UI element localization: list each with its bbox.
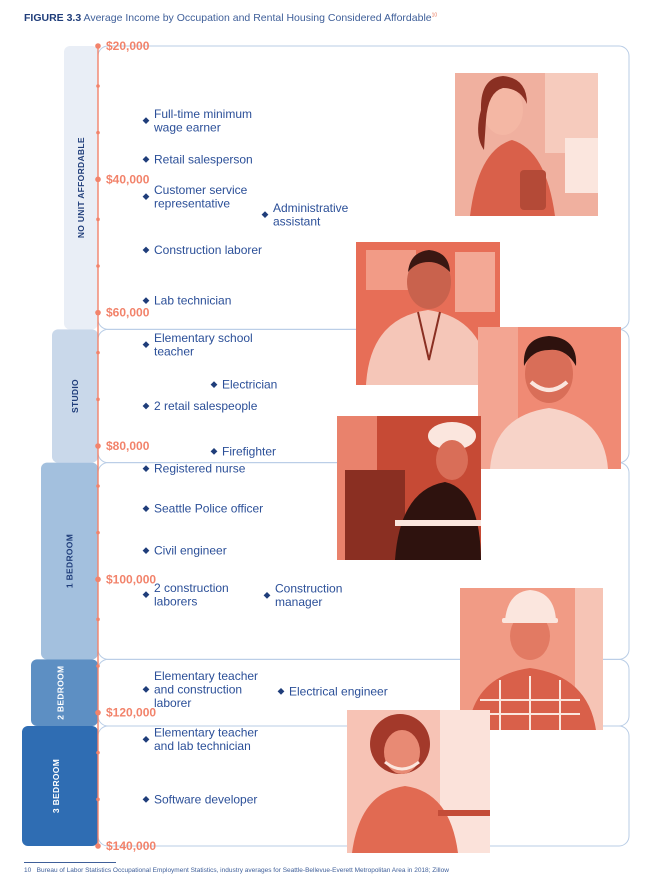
point-label-line: Seattle Police officer [154,501,264,516]
y-minor-tick-133000 [96,798,100,802]
point-label-administrative-assistant [273,201,349,229]
y-minor-tick-106000 [96,618,100,622]
y-tick-120000 [95,710,101,716]
footnote-rule [24,862,116,863]
y-minor-tick-33000 [96,131,100,135]
point-label-construction-laborer [154,243,262,257]
band-label-1-bedroom: 1 BEDROOM [64,533,75,589]
point-label-line: laborers [154,594,198,609]
band-label-no-unit-affordable: NO UNIT AFFORDABLE [76,137,86,239]
point-label-elementary-teacher-and-construction-laborer [154,669,258,710]
point-label-line: 2 construction [154,580,229,595]
point-electrical-engineer [278,688,285,695]
point-label-2-construction-laborers [154,581,229,609]
point-software-developer [143,796,150,803]
point-label-line: Registered nurse [154,461,246,476]
point-label-2-retail-salespeople [154,399,258,413]
point-label-line: Firefighter [222,444,277,459]
y-tick-label-120000: $120,000 [106,705,157,720]
point-label-seattle-police-officer [154,502,263,516]
point-full-time-minimum-wage-earner [143,117,150,124]
y-tick-label-100000: $100,000 [106,572,157,587]
y-tick-40000 [95,177,101,183]
point-label-electrician [222,378,277,392]
point-label-construction-manager [275,582,342,610]
point-label-line: Customer service [154,182,248,197]
y-minor-tick-113000 [96,664,100,668]
photo-construction-manager [460,588,603,730]
point-2-construction-laborers [143,591,150,598]
point-label-line: Civil engineer [154,543,227,558]
band-label-2-bedroom: 2 BEDROOM [55,665,66,720]
point-label-line: Administrative [273,200,349,215]
y-minor-tick-93000 [96,531,100,535]
point-customer-service-representative [143,193,150,200]
y-minor-tick-46000 [96,218,100,222]
point-label-firefighter [222,444,276,458]
point-label-customer-service-representative [154,183,248,211]
y-minor-tick-26000 [96,84,100,88]
point-retail-salesperson [143,156,150,163]
point-label-lab-technician [154,294,231,308]
point-label-line: Software developer [154,792,258,807]
point-electrician [211,381,218,388]
point-construction-laborer [143,247,150,254]
photo-firefighter [337,416,481,560]
photo-software-developer [347,710,490,853]
y-minor-tick-66000 [96,351,100,355]
y-tick-20000 [95,43,101,49]
point-label-line: wage earner [154,120,221,135]
point-label-line: Retail salesperson [154,152,253,167]
photo-barista [455,73,598,216]
figure-label: FIGURE 3.3 [24,12,82,24]
point-label-line: and lab technician [154,739,251,754]
footnote-text: Bureau of Labor Statistics Occupational Employment Statistics, industry averages for Seattle-Bellevue-Everett Metropolitan Area in 2018; Zillow [36,867,449,874]
point-label-elementary-teacher-and-lab-technician [154,726,258,754]
y-tick-140000 [95,843,101,849]
y-minor-tick-53000 [96,264,100,268]
band-label-3-bedroom: 3 BEDROOM [51,758,61,814]
point-label-line: Elementary teacher [154,668,259,683]
point-label-full-time-minimum-wage-earner [153,107,252,134]
point-label-line: Lab technician [154,293,232,308]
y-tick-60000 [95,310,101,316]
point-registered-nurse [143,465,150,472]
y-minor-tick-86000 [96,484,100,488]
y-tick-label-60000: $60,000 [106,305,150,320]
y-tick-label-140000: $140,000 [106,839,157,853]
y-minor-tick-73000 [96,398,100,402]
point-label-line: 2 retail salespeople [154,399,258,413]
point-label-line: and construction [154,682,243,697]
point-label-retail-salesperson [154,152,253,166]
photo-nurse [478,327,621,469]
y-tick-label-40000: $40,000 [106,172,150,187]
point-label-line: Construction laborer [154,243,263,257]
y-tick-100000 [95,577,101,583]
footnote-number: 10 [24,867,32,874]
point-elementary-school-teacher [143,341,150,348]
point-label-line: Full-time minimum [154,106,253,121]
point-label-electrical-engineer [289,684,388,698]
point-lab-technician [143,297,150,304]
figure-title-text: Average Income by Occupation and Rental Housing Considered Affordable [83,12,432,24]
y-minor-tick-126000 [96,751,100,755]
point-label-civil-engineer [154,544,227,558]
point-elementary-teacher-and-lab-technician [143,736,150,743]
band-label-studio: STUDIO [70,379,80,413]
point-label-software-developer [154,792,257,806]
point-label-elementary-school-teacher [154,331,253,359]
point-label-line: Elementary school [154,330,253,345]
point-label-line: Electrical engineer [289,684,388,699]
figure-footnote-ref: 10 [431,12,438,19]
y-tick-80000 [95,443,101,449]
point-label-line: teacher [154,344,195,359]
point-label-line: representative [154,196,231,211]
point-seattle-police-officer [143,505,150,512]
point-label-line: assistant [273,214,321,229]
point-label-line: laborer [154,695,192,710]
point-label-registered-nurse [154,462,246,476]
point-label-line: Electrician [222,377,278,392]
y-tick-label-80000: $80,000 [106,439,150,453]
point-elementary-teacher-and-construction-laborer [143,686,150,693]
point-administrative-assistant [262,211,269,218]
y-tick-label-20000: $20,000 [106,39,150,53]
footnote [24,867,449,874]
point-label-line: Elementary teacher [154,725,259,740]
point-civil-engineer [143,547,150,554]
point-construction-manager [264,592,271,599]
point-label-line: Construction [275,581,343,596]
point-firefighter [211,448,218,455]
point-label-line: manager [275,595,323,610]
point-2-retail-salespeople [143,403,150,410]
